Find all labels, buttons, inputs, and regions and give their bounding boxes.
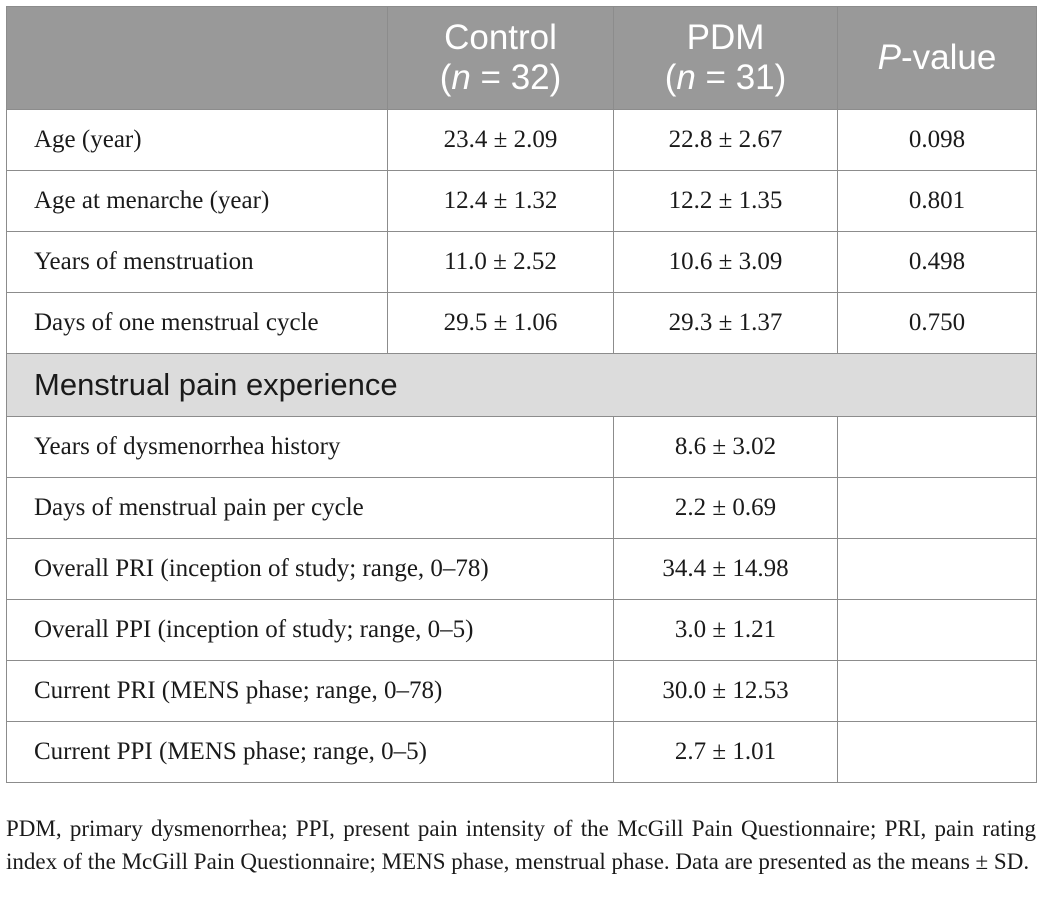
control-value: 11.0 ± 2.52	[388, 232, 614, 293]
header-control-n-prefix: (	[439, 58, 452, 97]
control-value: 12.4 ± 1.32	[388, 171, 614, 232]
row-label: Overall PRI (inception of study; range, 0–78)	[7, 539, 614, 600]
control-value: 29.5 ± 1.06	[388, 293, 614, 354]
header-pdm-n-var: n	[676, 58, 696, 97]
table-row	[7, 110, 1037, 171]
pdm-value: 10.6 ± 3.09	[614, 232, 838, 293]
header-control-n-suffix: = 32)	[470, 58, 562, 97]
table-row	[7, 661, 1037, 722]
row-label: Years of menstruation	[7, 232, 388, 293]
row-label: Current PRI (MENS phase; range, 0–78)	[7, 661, 614, 722]
pdm-value: 2.2 ± 0.69	[614, 478, 838, 539]
table-row	[7, 171, 1037, 232]
p-value-empty	[838, 600, 1037, 661]
row-label: Days of one menstrual cycle	[7, 293, 388, 354]
header-p-var: P	[877, 38, 902, 77]
p-value-empty	[838, 661, 1037, 722]
table-row	[7, 600, 1037, 661]
p-value: 0.498	[838, 232, 1037, 293]
table-row	[7, 232, 1037, 293]
p-value: 0.801	[838, 171, 1037, 232]
table-body	[7, 110, 1037, 783]
table-row	[7, 417, 1037, 478]
p-value: 0.098	[838, 110, 1037, 171]
table-footnote: PDM, primary dysmenorrhea; PPI, present pain intensity of the McGill Pain Questionnaire; PRI, pain rating index of the McGill Pain Questionnaire; MENS phase, menstrual phase. Data are presented as the means ± SD.	[6, 816, 1036, 874]
header-control-n-var: n	[451, 58, 471, 97]
data-table-container	[6, 6, 1036, 783]
pdm-value: 12.2 ± 1.35	[614, 171, 838, 232]
pdm-value: 34.4 ± 14.98	[614, 539, 838, 600]
p-value-empty	[838, 722, 1037, 783]
table-header	[7, 7, 1037, 110]
header-control-name: Control	[444, 18, 557, 57]
table-row	[7, 293, 1037, 354]
p-value-empty	[838, 539, 1037, 600]
pdm-value: 22.8 ± 2.67	[614, 110, 838, 171]
pdm-value: 2.7 ± 1.01	[614, 722, 838, 783]
table-row	[7, 478, 1037, 539]
header-pdm-n-suffix: = 31)	[695, 58, 787, 97]
row-label: Years of dysmenorrhea history	[7, 417, 614, 478]
pdm-value: 29.3 ± 1.37	[614, 293, 838, 354]
table-row	[7, 722, 1037, 783]
header-p-value	[838, 7, 1037, 110]
header-row	[7, 7, 1037, 110]
header-empty-cell	[7, 7, 388, 110]
p-value-empty	[838, 417, 1037, 478]
header-pdm	[614, 7, 838, 110]
pdm-value: 3.0 ± 1.21	[614, 600, 838, 661]
header-pdm-n	[614, 58, 837, 98]
row-label: Overall PPI (inception of study; range, 0–5)	[7, 600, 614, 661]
pdm-value: 8.6 ± 3.02	[614, 417, 838, 478]
control-value: 23.4 ± 2.09	[388, 110, 614, 171]
header-pdm-name: PDM	[686, 18, 765, 57]
row-label: Age (year)	[7, 110, 388, 171]
row-label: Days of menstrual pain per cycle	[7, 478, 614, 539]
pdm-value: 30.0 ± 12.53	[614, 661, 838, 722]
table-row	[7, 539, 1037, 600]
p-value-empty	[838, 478, 1037, 539]
data-table	[6, 6, 1037, 783]
header-p-suffix: -value	[901, 38, 997, 77]
row-label: Current PPI (MENS phase; range, 0–5)	[7, 722, 614, 783]
header-control-n	[388, 58, 613, 98]
section-row	[7, 354, 1037, 417]
section-title: Menstrual pain experience	[7, 354, 1037, 417]
p-value: 0.750	[838, 293, 1037, 354]
header-pdm-n-prefix: (	[664, 58, 677, 97]
row-label: Age at menarche (year)	[7, 171, 388, 232]
header-control	[388, 7, 614, 110]
